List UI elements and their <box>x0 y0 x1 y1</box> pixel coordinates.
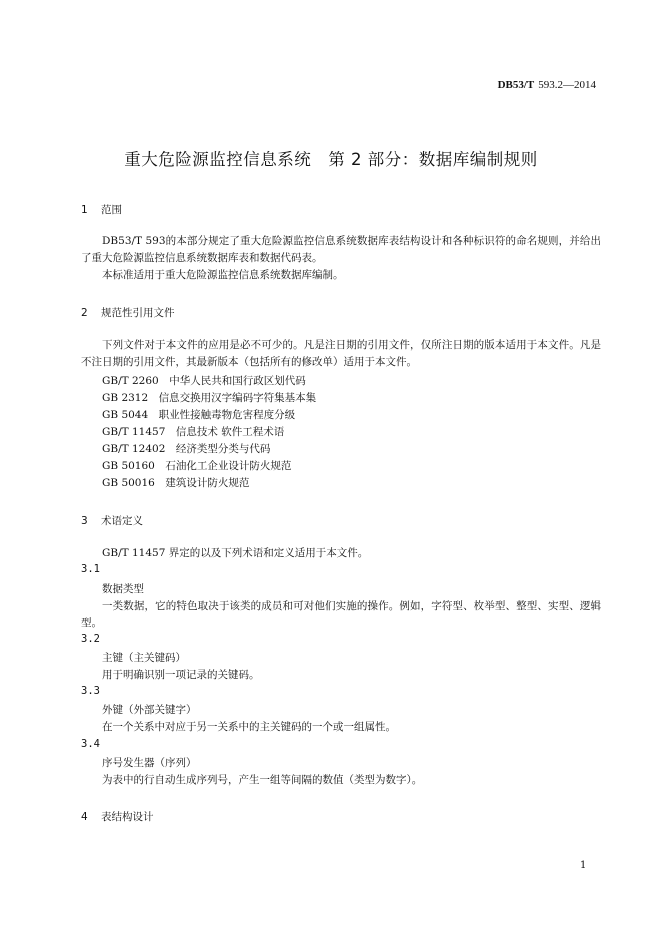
term-name: 序号发生器（序列） <box>102 757 197 769</box>
page-number: 1 <box>580 860 587 871</box>
term-definition: 一类数据，它的特色取决于该类的成员和可对他们实施的操作。例如，字符型、枚举型、整型、实型、逻辑型。 <box>81 600 601 629</box>
term-number: 3.1 <box>81 563 100 575</box>
paragraph-terms-intro: GB/T 11457 界定的以及下列术语和定义适用于本文件。 <box>102 547 369 559</box>
section-title: 表结构设计 <box>101 811 154 823</box>
reference-item: GB 50160 石油化工企业设计防火规范 <box>102 460 292 472</box>
term-number: 3.4 <box>81 738 100 750</box>
section-number: 4 <box>81 811 88 823</box>
term-name: 外键（外部关键字） <box>102 704 197 716</box>
term-number: 3.3 <box>81 685 100 697</box>
reference-item: GB 2312 信息交换用汉字编码字符集基本集 <box>102 392 317 404</box>
section-number: 2 <box>81 307 88 319</box>
section-heading-1 <box>81 202 122 217</box>
paragraph-scope: DB53/T 593的本部分规定了重大危险源监控信息系统数据库表结构设计和各种标识符的命名规则，并给出了重大危险源监控信息系统数据库表和数据代码表。 <box>81 235 601 264</box>
paragraph-references-intro: 下列文件对于本文件的应用是必不可少的。凡是注日期的引用文件，仅所注日期的版本适用于本文件。凡是不注日期的引用文件，其最新版本（包括所有的修改单）适用于本文件。 <box>81 339 601 368</box>
term-definition: 用于明确识别一项记录的关键码。 <box>102 669 260 681</box>
standard-number: 593.2—2014 <box>538 79 596 91</box>
section-number: 1 <box>81 204 88 216</box>
reference-item: GB 50016 建筑设计防火规范 <box>102 477 250 489</box>
section-number: 3 <box>81 515 88 527</box>
term-number: 3.2 <box>81 633 100 645</box>
section-heading-3 <box>81 513 143 528</box>
reference-item: GB/T 12402 经济类型分类与代码 <box>102 443 271 455</box>
standard-code <box>498 79 596 91</box>
term-name: 数据类型 <box>102 583 144 595</box>
reference-item: GB/T 2260 中华人民共和国行政区划代码 <box>102 375 306 387</box>
term-definition: 为表中的行自动生成序列号，产生一组等间隔的数值（类型为数字）。 <box>102 774 423 786</box>
reference-item: GB 5044 职业性接触毒物危害程度分级 <box>102 409 296 421</box>
term-name: 主键（主关键码） <box>102 652 186 664</box>
section-title: 范围 <box>101 204 122 216</box>
section-heading-2 <box>81 305 175 320</box>
paragraph-applicability: 本标准适用于重大危险源监控信息系统数据库编制。 <box>102 269 344 281</box>
section-title: 规范性引用文件 <box>101 307 175 319</box>
section-title: 术语定义 <box>101 515 143 527</box>
reference-item: GB/T 11457 信息技术 软件工程术语 <box>102 426 285 438</box>
section-heading-4 <box>81 809 154 824</box>
standard-prefix: DB53/T <box>497 79 535 91</box>
term-definition: 在一个关系中对应于另一关系中的主关键码的一个或一组属性。 <box>102 721 396 733</box>
document-title: 重大危险源监控信息系统 第 2 部分：数据库编制规则 <box>124 150 538 169</box>
